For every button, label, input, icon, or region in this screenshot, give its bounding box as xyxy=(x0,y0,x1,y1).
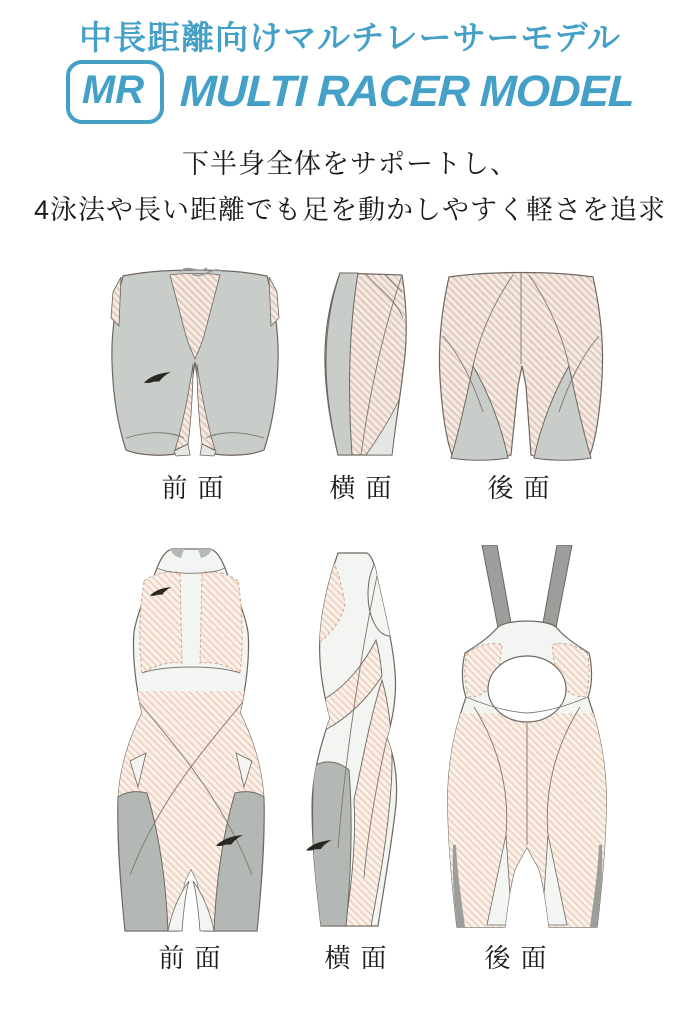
page-title: 中長距離向けマルチレーサーモデル xyxy=(79,19,621,56)
model-name: MULTI RACER MODEL xyxy=(179,67,635,116)
jammer-side-figure xyxy=(304,260,422,462)
view-label-jammer-side: 横面 xyxy=(329,473,402,503)
jammer-front-figure xyxy=(100,260,290,462)
mr-badge: MR xyxy=(66,60,164,124)
view-label-suit-front: 前面 xyxy=(158,943,231,973)
view-label-suit-back: 後面 xyxy=(484,943,557,973)
model-logo-row xyxy=(0,60,700,124)
view-label-jammer-front: 前面 xyxy=(161,473,234,503)
suit-back-figure xyxy=(440,545,615,950)
open-back-hole xyxy=(488,656,566,722)
suit-side-figure xyxy=(298,548,410,930)
chest-panel-right xyxy=(200,572,242,673)
description-line-1: 下半身全体をサポートし、 xyxy=(182,149,518,179)
description-line-2: 4泳法や長い距離でも足を動かしやすく軽さを追求 xyxy=(33,195,666,225)
view-label-jammer-back: 後面 xyxy=(487,473,560,503)
suit-front-figure xyxy=(110,545,273,935)
back-strap-right xyxy=(543,545,572,628)
chest-panel-left xyxy=(140,572,182,673)
jammer-back-figure xyxy=(427,262,615,464)
back-strap-left xyxy=(482,545,511,628)
view-label-suit-side: 横面 xyxy=(324,943,397,973)
